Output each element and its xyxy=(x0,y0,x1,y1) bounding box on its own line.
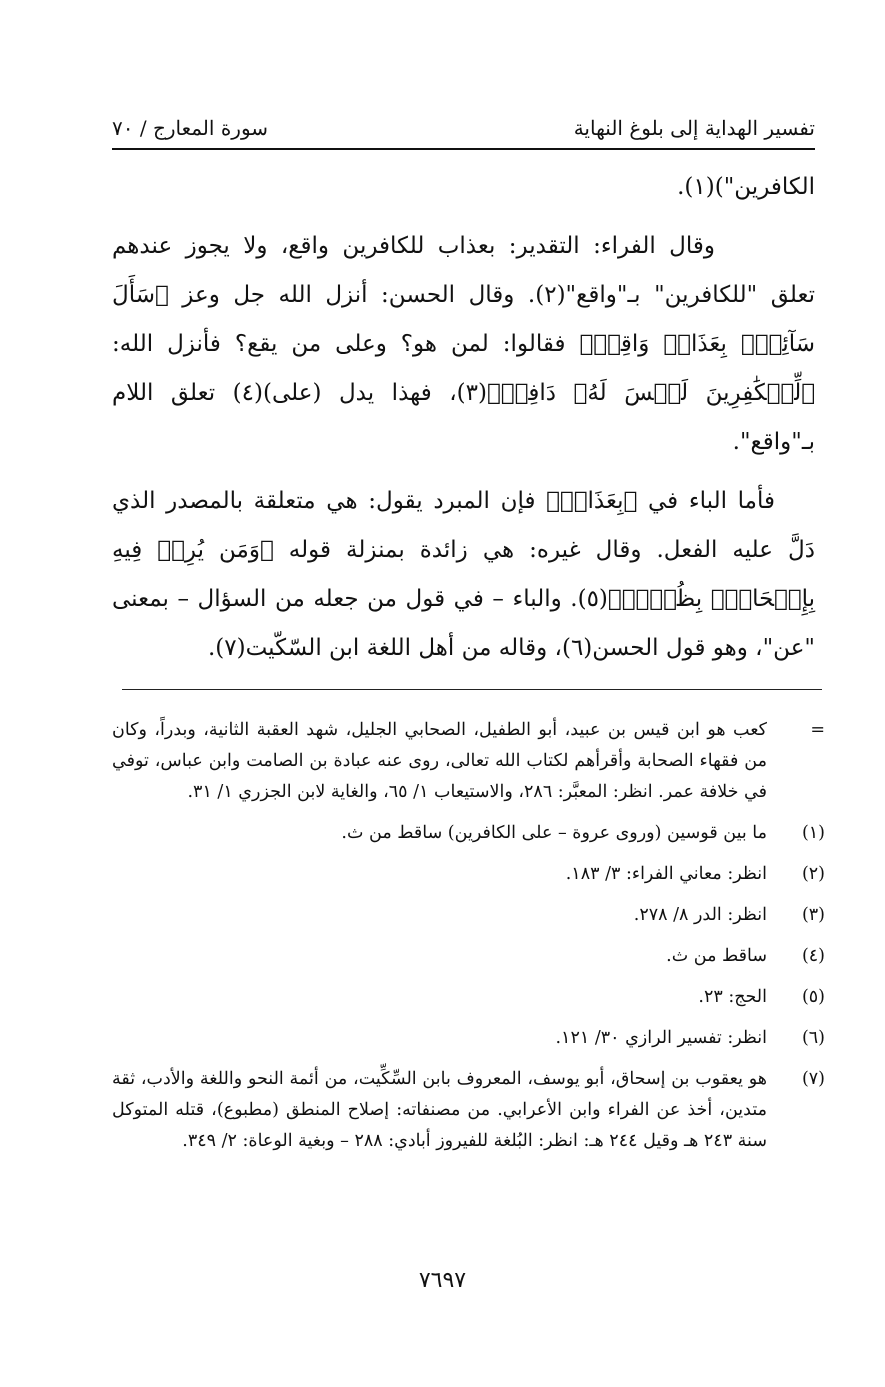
footnote-1 xyxy=(112,818,825,849)
book-title: تفسير الهداية إلى بلوغ النهاية xyxy=(573,116,815,140)
footnote-7 xyxy=(112,1064,825,1157)
footnote-text: انظر: الدر ٨/ ٢٧٨. xyxy=(633,905,767,925)
paragraph-2: وقال الفراء: التقدير: بعذاب للكافرين واقع، ولا يجوز عندهم تعلق "للكافرين" بـ"واقع"(٢). وقال الحسن: أنزل الله جل وعز ﴿سَأَلَ سَآئِلُۢ بِعَذَابٖ وَاقِعٖ﴾ فقالوا: لمن هو؟ وعلى من يقع؟ فأنزل الله: ﴿لِّلۡكَٰفِرِينَ لَيۡسَ لَهُۥ دَافِعٞ﴾(٣)، فهذا يدل (على)(٤) تعلق اللام بـ"واقع". xyxy=(112,233,815,455)
footnote-number: (٦) xyxy=(801,1028,825,1048)
page-number: ٧٦٩٧ xyxy=(418,1268,467,1293)
running-header xyxy=(112,100,815,140)
footnotes xyxy=(112,715,825,1167)
footnote-continued xyxy=(112,715,825,808)
footnote-number: (١) xyxy=(801,823,825,843)
footnote-text: انظر: تفسير الرازي ٣٠/ ١٢١. xyxy=(555,1028,767,1048)
main-text xyxy=(112,163,815,683)
footnote-number: (٢) xyxy=(801,864,825,884)
footnote-5 xyxy=(112,982,825,1013)
footnote-number: (٣) xyxy=(801,905,825,925)
footnote-rule xyxy=(122,689,822,690)
footnote-number: (٥) xyxy=(801,987,825,1007)
footnote-text: الحج: ٢٣. xyxy=(698,987,767,1007)
footnote-number: = xyxy=(810,720,825,740)
footnote-text: هو يعقوب بن إسحاق، أبو يوسف، المعروف بابن السِّكِّيت، من أئمة النحو واللغة والأدب، ثقة متدين، أخذ عن الفراء وابن الأعرابي. من مصنفاته: إصلاح المنطق (مطبوع)، قتله المتوكل سنة ٢٤٣ هـ وقيل ٢٤٤ هـ: انظر: البُلغة للفيروز أبادي: ٢٨٨ – وبغية الوعاة: ٢/ ٣٤٩. xyxy=(112,1069,767,1151)
surah-page-label: سورة المعارج / ٧٠ xyxy=(112,116,269,140)
footnote-number: (٧) xyxy=(801,1069,825,1089)
footnote-number: (٤) xyxy=(801,946,825,966)
paragraph-3: فأما الباء في ﴿بِعَذَابٖ﴾ فإن المبرد يقول: هي متعلقة بالمصدر الذي دَلَّ عليه الفعل. وقال غيره: هي زائدة بمنزلة قوله ﴿وَمَن يُرِدۡ فِيهِ بِإِلۡحَادِۢ بِظُلۡمٖ﴾(٥). والباء – في قول من جعله من السؤال – بمعنى "عن"، وهو قول الحسن(٦)، وقاله من أهل اللغة ابن السّكّيت(٧). xyxy=(112,488,816,661)
footnote-4 xyxy=(112,941,825,972)
footnote-text: انظر: معاني الفراء: ٣/ ١٨٣. xyxy=(565,864,767,884)
footnote-6 xyxy=(112,1023,825,1054)
footnote-text: ما بين قوسين (وروى عروة – على الكافرين) ساقط من ث. xyxy=(341,823,767,843)
paragraph-1: الكافرين")(١). xyxy=(677,174,815,200)
footnote-3 xyxy=(112,900,825,931)
footnote-text: كعب هو ابن قيس بن عبيد، أبو الطفيل، الصحابي الجليل، شهد العقبة الثانية، وبدراً، وكان من فقهاء الصحابة وأقرأهم لكتاب الله تعالى، روى عنه عبادة بن الصامت وابن عباس، توفي في خلافة عمر. انظر: المعبَّر: ٢٨٦، والاستيعاب ١/ ٦٥، والغاية لابن الجزري ١/ ٣١. xyxy=(112,720,767,802)
header-rule xyxy=(112,148,815,150)
footnote-2 xyxy=(112,859,825,890)
footnote-text: ساقط من ث. xyxy=(666,946,767,966)
